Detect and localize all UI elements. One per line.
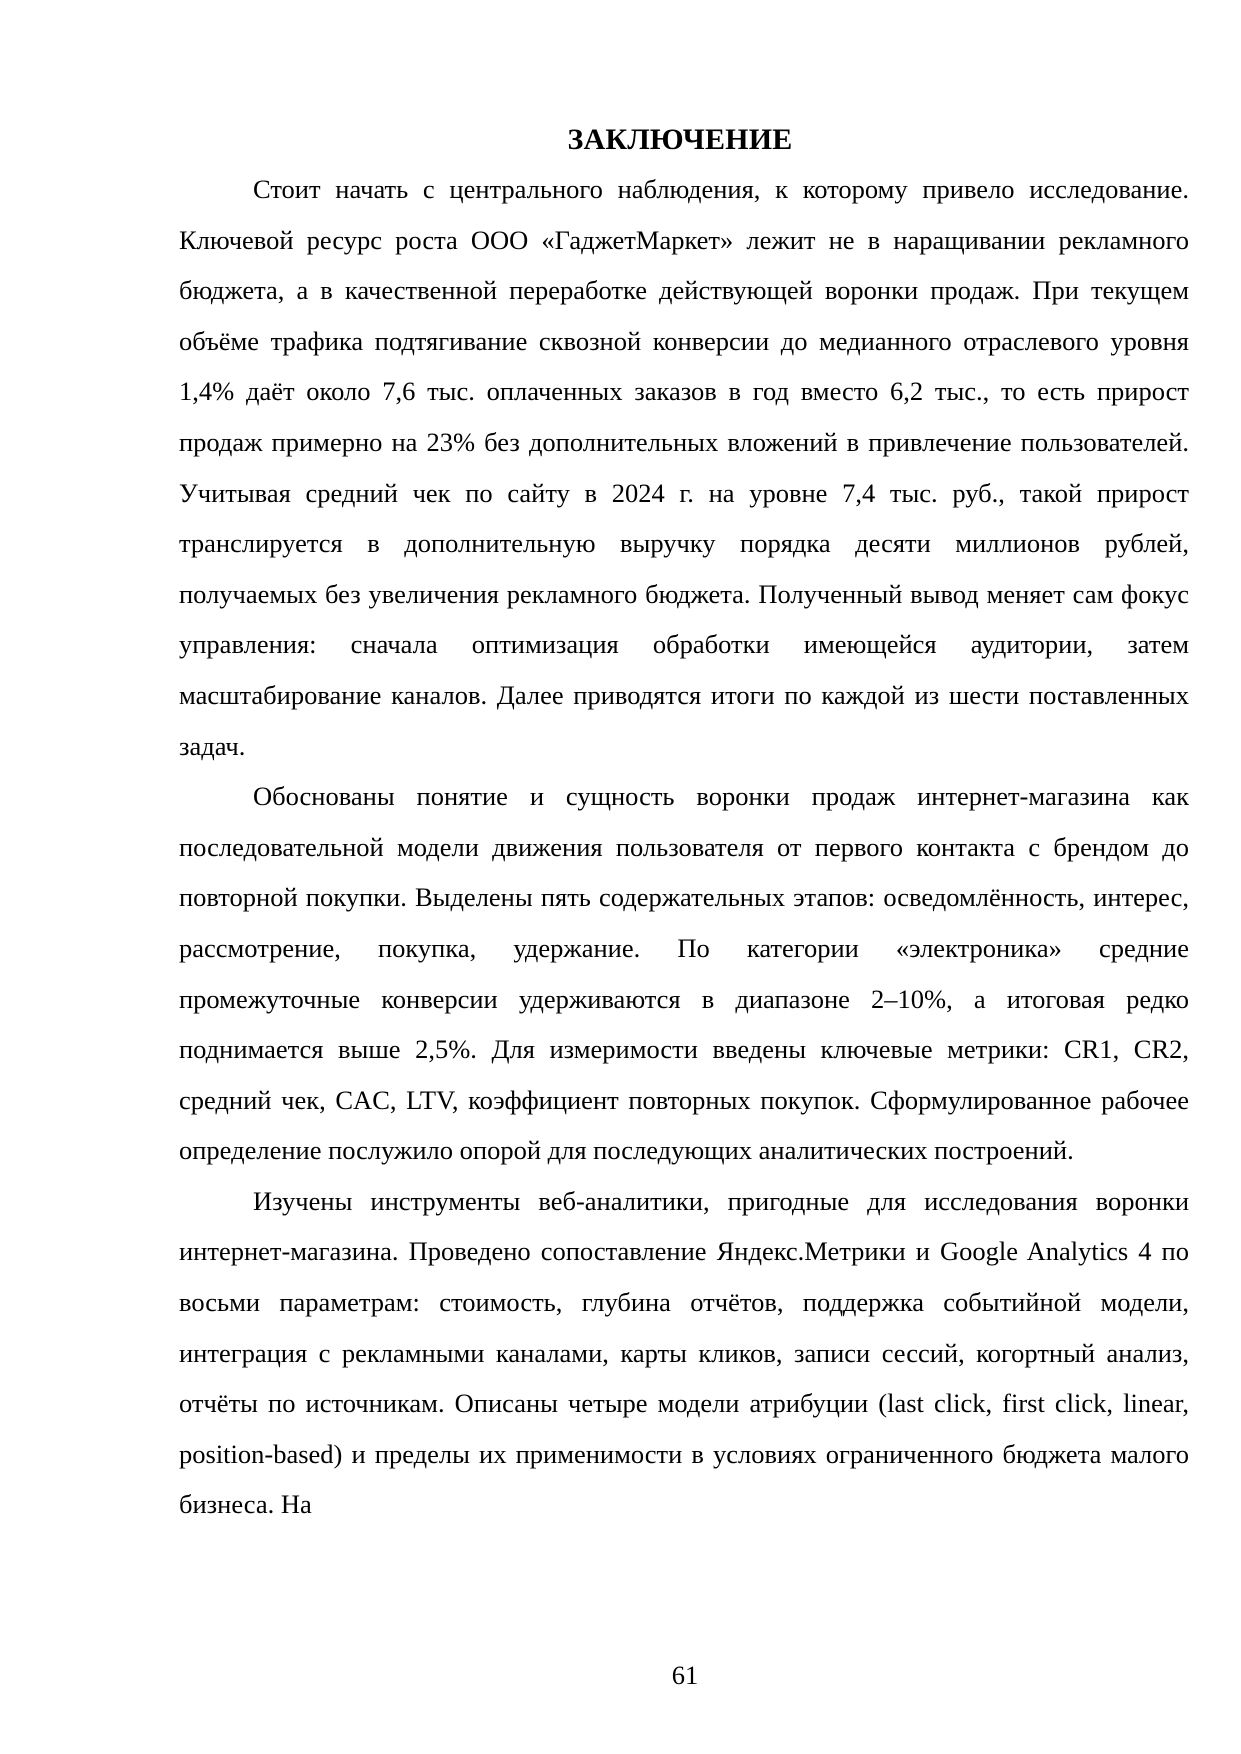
paragraph-main-conclusion: Стоит начать с центрального наблюдения, к которому привело исследование. Ключевой ресурс роста ООО «ГаджетМаркет» лежит не в наращивании рекламного бюджета, а в качественной переработке действующей воронки продаж. При текущем объёме трафика подтягивание сквозной конверсии до медианного отраслевого уровня 1,4% даёт около 7,6 тыс. оплаченных заказов в год вместо 6,2 тыс., то есть прирост продаж примерно на 23% без дополнительных вложений в привлечение пользователей. Учитывая средний чек по сайту в 2024 г. на уровне 7,4 тыс. руб., такой прирост транслируется в дополнительную выручку порядка десяти миллионов рублей, получаемых без увеличения рекламного бюджета. Полученный вывод меняет сам фокус управления: сначала оптимизация обработки имеющейся аудитории, затем масштабирование каналов. Далее приводятся итоги по каждой из шести поставленных задач.: [179, 174, 1189, 761]
paragraph-web-analytics: Изучены инструменты веб-аналитики, пригодные для исследования воронки интернет-магазина. Проведено сопоставление Яндекс.Метрики и Google Analytics 4 по восьми параметрам: стоимость, глубина отчётов, поддержка событийной модели, интеграция с рекламными каналами, карты кликов, записи сессий, когортный анализ, отчёты по источникам. Описаны четыре модели атрибуции (last click, first click, linear, position-based) и пределы их применимости в условиях ограниченного бюджета малого бизнеса. На: [179, 1185, 1189, 1520]
section-title: ЗАКЛЮЧЕНИЕ: [567, 123, 793, 156]
paragraph-sales-funnel: Обоснованы понятие и сущность воронки продаж интернет-магазина как последовательной модели движения пользователя от первого контакта с брендом до повторной покупки. Выделены пять содержательных этапов: осведомлённость, интерес, рассмотрение, покупка, удержание. По категории «электроника» средние промежуточные конверсии удерживаются в диапазоне 2–10%, а итоговая редко поднимается выше 2,5%. Для измеримости введены ключевые метрики: CR1, CR2, средний чек, CAC, LTV, коэффициент повторных покупок. Сформулированное рабочее определение послужило опорой для последующих аналитических построений.: [179, 781, 1189, 1166]
page-number: 61: [671, 1660, 699, 1690]
body-text: [179, 164, 1189, 1530]
